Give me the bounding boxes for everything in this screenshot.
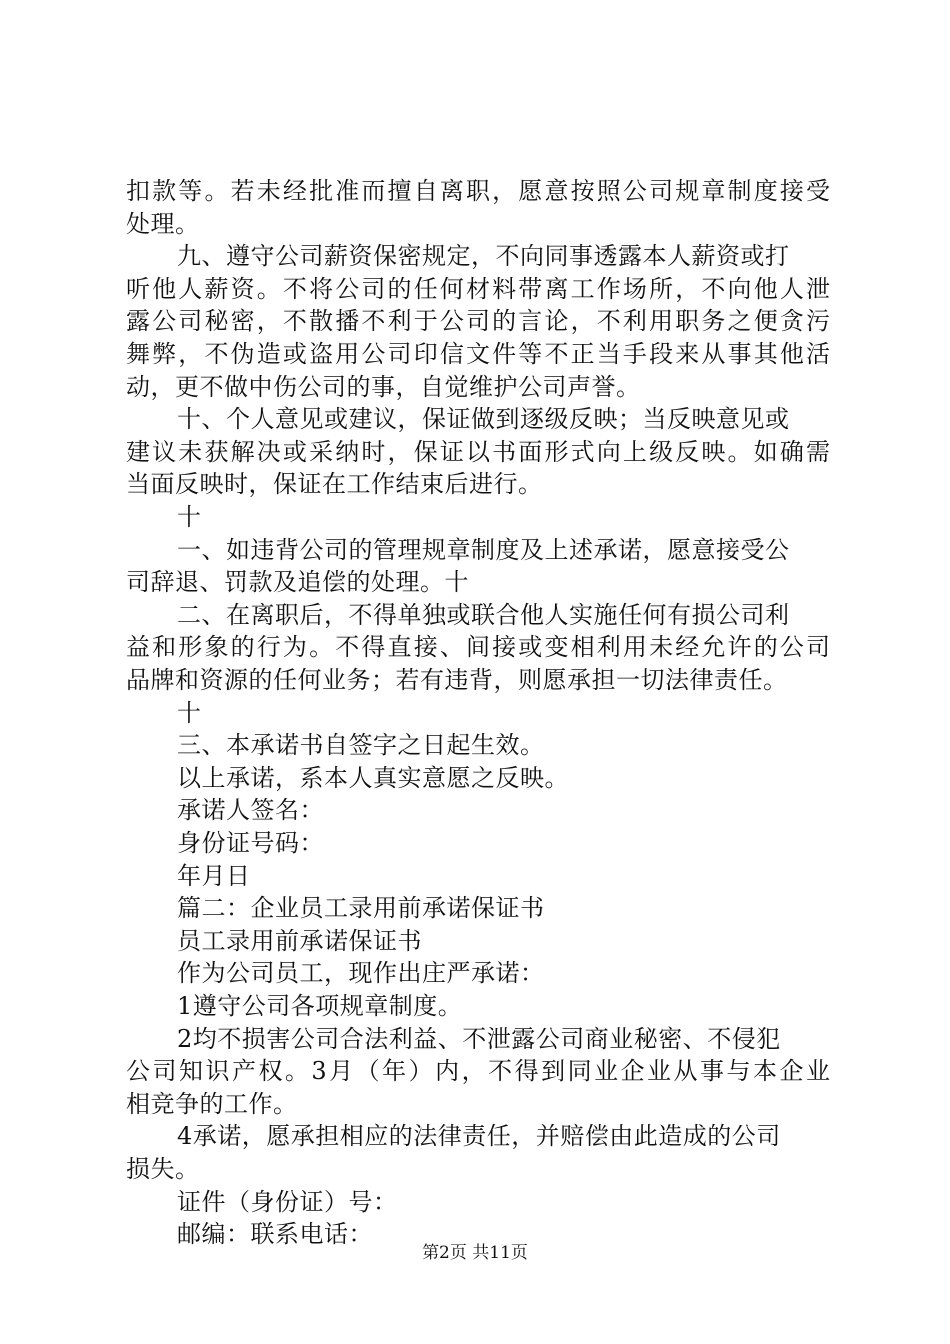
paragraph-line: 承诺人签名： <box>177 796 324 825</box>
paragraph-line: 邮编：联系电话： <box>177 1220 373 1249</box>
paragraph-line: 证件（身份证）号： <box>177 1187 398 1216</box>
paragraph-line: 露公司秘密，不散播不利于公司的言论，不利用职务之便贪污 <box>126 307 830 336</box>
paragraph-line: 当面反映时，保证在工作结束后进行。 <box>126 470 543 499</box>
paragraph-line: 公司知识产权。3月（年）内，不得到同业企业从事与本企业 <box>126 1057 830 1086</box>
paragraph-line: 九、遵守公司薪资保密规定，不向同事透露本人薪资或打 <box>177 242 790 271</box>
paragraph-line: 身份证号码： <box>177 829 324 857</box>
paragraph-line: 4承诺，愿承担相应的法律责任，并赔偿由此造成的公司 <box>177 1122 781 1151</box>
paragraph-line: 作为公司员工，现作出庄严承诺： <box>177 959 545 988</box>
paragraph-line: 2均不损害公司合法利益、不泄露公司商业秘密、不侵犯 <box>177 1024 781 1053</box>
paragraph-line: 二、在离职后，不得单独或联合他人实施任何有损公司利 <box>177 600 790 629</box>
paragraph-line: 听他人薪资。不将公司的任何材料带离工作场所，不向他人泄 <box>126 274 830 303</box>
paragraph-line: 损失。 <box>126 1155 200 1183</box>
paragraph-line: 扣款等。若未经批准而擅自离职，愿意按照公司规章制度接受 <box>126 177 830 205</box>
paragraph-line: 员工录用前承诺保证书 <box>177 926 422 955</box>
page-footer: 第2页 共11页 <box>422 1243 528 1263</box>
paragraph-line: 益和形象的行为。不得直接、间接或变相利用未经允许的公司 <box>126 633 830 662</box>
paragraph-line: 1遵守公司各项规章制度。 <box>177 992 463 1020</box>
paragraph-line: 以上承诺，系本人真实意愿之反映。 <box>177 763 569 792</box>
paragraph-line: 十 <box>177 698 202 727</box>
paragraph-line: 三、本承诺书自签字之日起生效。 <box>177 731 545 760</box>
paragraph-line: 处理。 <box>126 209 200 238</box>
paragraph-line: 十、个人意见或建议，保证做到逐级反映；当反映意见或 <box>177 405 790 434</box>
paragraph-line: 一、如违背公司的管理规章制度及上述承诺，愿意接受公 <box>177 535 790 564</box>
paragraph-line: 舞弊，不伪造或盗用公司印信文件等不正当手段来从事其他活 <box>126 340 830 368</box>
paragraph-line: 司辞退、罚款及追偿的处理。十 <box>126 568 469 597</box>
paragraph-line: 年月日 <box>177 861 251 890</box>
paragraph-line: 建议未获解决或采纳时，保证以书面形式向上级反映。如确需 <box>126 437 830 466</box>
paragraph-line: 动，更不做中伤公司的事，自觉维护公司声誉。 <box>126 372 641 401</box>
paragraph-line: 品牌和资源的任何业务；若有违背，则愿承担一切法律责任。 <box>126 666 788 694</box>
paragraph-line: 十 <box>177 503 202 531</box>
paragraph-line: 篇二：企业员工录用前承诺保证书 <box>177 894 545 923</box>
paragraph-line: 相竞争的工作。 <box>126 1089 298 1118</box>
